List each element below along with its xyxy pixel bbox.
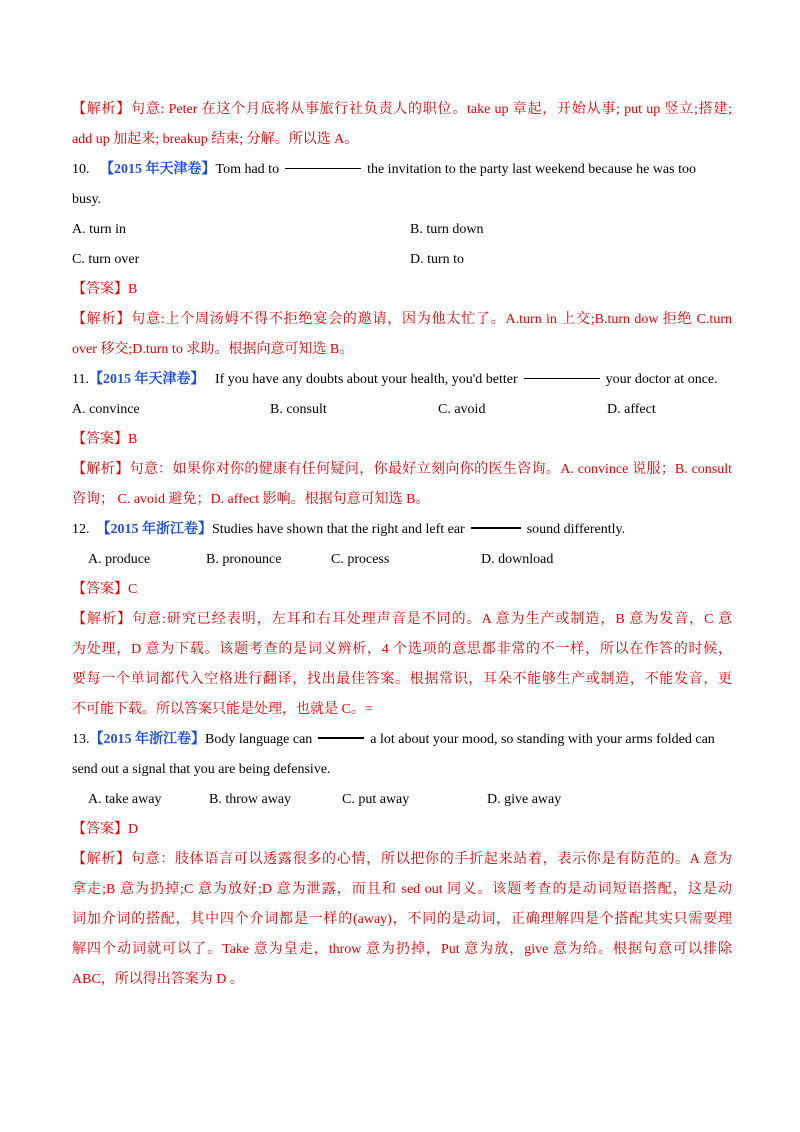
source-tag: 【2015 年天津卷】 bbox=[100, 162, 216, 177]
question-11-options bbox=[72, 395, 732, 425]
analysis-line: 【解析】句意：如果你对你的健康有任何疑问，你最好立刻向你的医生咨询。A. convince 说服；B. consult bbox=[72, 462, 732, 477]
analysis-line: 【解析】句意：肢体语言可以透露很多的心情，所以把你的手折起来站着，表示你是有防范的。A 意为 bbox=[72, 852, 732, 867]
question-13-options bbox=[72, 785, 732, 815]
question-10-stem-cont: busy. bbox=[72, 192, 102, 207]
source-tag: 【2015 年浙江卷】 bbox=[89, 732, 205, 747]
option-b: B. pronounce bbox=[206, 552, 282, 567]
source-tag: 【2015 年浙江卷】 bbox=[96, 522, 212, 537]
analysis-line: ABC，所以得出答案为 D 。 bbox=[72, 972, 244, 987]
analysis-line: 要每一个单词都代入空格进行翻译，找出最佳答案。根据常识，耳朵不能够生产或制造，不能发音，更 bbox=[72, 672, 732, 687]
analysis-line: 【解析】句意:上个周汤姆不得不拒绝宴会的邀请，因为他太忙了。A.turn in 上交;B.turn dow 拒绝 C.turn bbox=[72, 312, 732, 327]
answer-blank bbox=[471, 526, 521, 529]
question-12-options bbox=[72, 545, 732, 575]
answer-blank bbox=[318, 736, 364, 739]
answer-blank bbox=[285, 167, 361, 169]
analysis-line: 拿走;B 意为扔掉;C 意为放好;D 意为泄露，而且和 sed out 同义。该题考查的是动词短语搭配，这是动 bbox=[72, 882, 732, 897]
analysis-line: over 移交;D.turn to 求助。根据向意可知选 B。 bbox=[72, 342, 354, 357]
option-b: B. consult bbox=[270, 402, 327, 417]
question-13-stem-cont: send out a signal that you are being defensive. bbox=[72, 762, 331, 777]
source-tag: 【2015 年天津卷】 bbox=[88, 372, 205, 387]
question-10-options-row-2 bbox=[72, 245, 732, 275]
option-d: D. affect bbox=[607, 402, 656, 417]
answer-line: 【答案】B bbox=[72, 282, 138, 297]
option-b: B. throw away bbox=[209, 792, 292, 807]
analysis-line: 词加介词的搭配，其中四个介词都是一样的(away)，不同的是动词，正确理解四是个搭配其实只需要理 bbox=[72, 912, 732, 927]
option-d: D. download bbox=[481, 552, 554, 567]
answer-line: 【答案】D bbox=[72, 822, 139, 837]
option-d: D. turn to bbox=[410, 252, 465, 267]
option-b: B. turn down bbox=[410, 222, 484, 237]
option-d: D. give away bbox=[487, 792, 562, 807]
question-11-stem: 11.【2015 年天津卷】 If you have any doubts about your health, you'd better your doctor at once. bbox=[72, 372, 718, 387]
option-c: C. turn over bbox=[72, 252, 140, 267]
question-13-stem: 13.【2015 年浙江卷】Body language can a lot about your mood, so standing with your arms folded can bbox=[72, 732, 715, 747]
answer-line: 【答案】C bbox=[72, 582, 138, 597]
answer-blank bbox=[524, 377, 600, 379]
option-c: C. process bbox=[331, 552, 390, 567]
answer-line: 【答案】B bbox=[72, 432, 138, 447]
option-a: A. produce bbox=[88, 552, 151, 567]
analysis-line: 不可能下载。所以答案只能是处理，也就是 C。= bbox=[72, 702, 373, 717]
analysis-line: 为处理，D 意为下载。该题考查的是词义辨析，4 个选项的意思都非常的不一样，所以在作答的时候， bbox=[72, 642, 732, 657]
option-a: A. turn in bbox=[72, 222, 127, 237]
analysis-line: add up 加起来; breakup 结束; 分解。所以选 A。 bbox=[72, 132, 359, 147]
question-12-stem: 12. 【2015 年浙江卷】Studies have shown that the right and left ear sound differently. bbox=[72, 522, 626, 537]
question-10-options-row-1 bbox=[72, 215, 732, 245]
option-a: A. take away bbox=[88, 792, 162, 807]
analysis-line: 咨询； C. avoid 避免；D. affect 影响。根据句意可知选 B。 bbox=[72, 492, 430, 507]
question-10-stem: 10. 【2015 年天津卷】Tom had to the invitation to the party last weekend because he was too bbox=[72, 162, 696, 177]
document-page bbox=[72, 95, 732, 995]
analysis-line: 解四个动词就可以了。Take 意为皇走，throw 意为扔掉，Put 意为放，give 意为给。根据句意可以排除 bbox=[72, 942, 732, 957]
option-c: C. avoid bbox=[438, 402, 486, 417]
option-c: C. put away bbox=[342, 792, 410, 807]
analysis-line: 【解析】句意: Peter 在这个月底将从事旅行社负责人的职位。take up 章起，开始从事; put up 竖立;搭建; bbox=[72, 102, 732, 117]
analysis-line: 【解析】句意:研究已经表明，左耳和右耳处理声音是不同的。A 意为生产或制造，B 意为发音，C 意 bbox=[72, 612, 732, 627]
option-a: A. convince bbox=[72, 402, 140, 417]
